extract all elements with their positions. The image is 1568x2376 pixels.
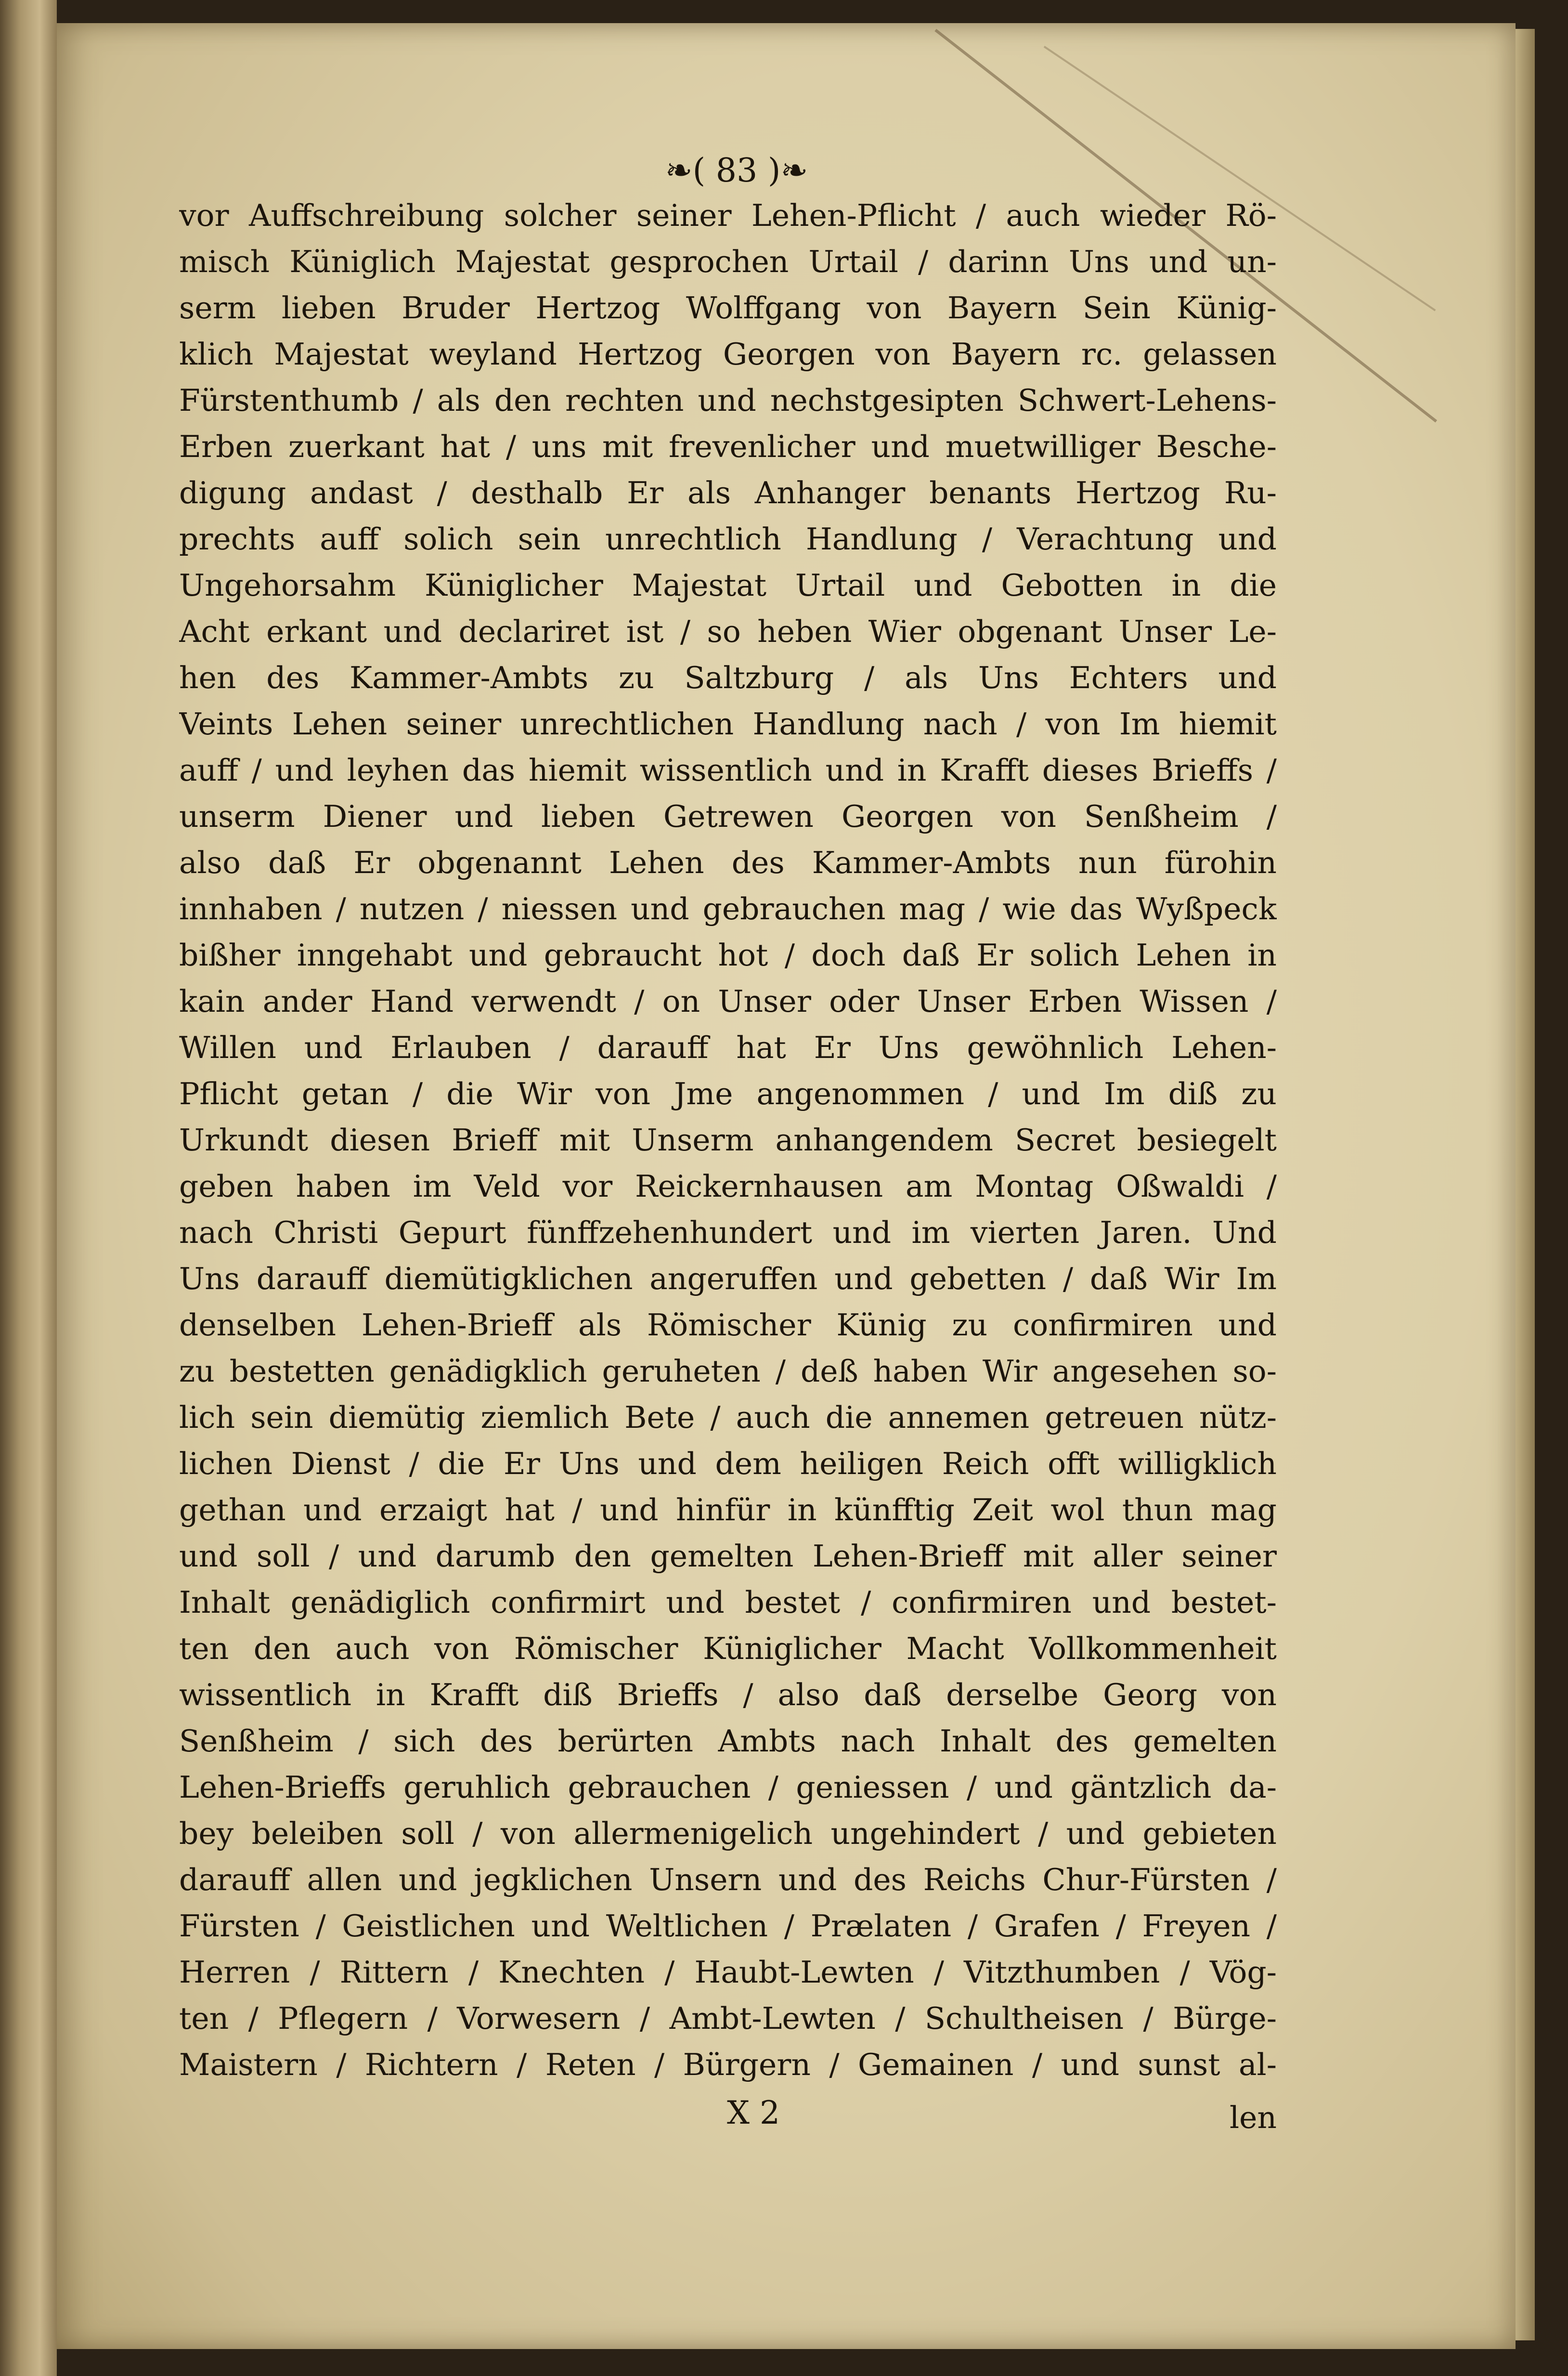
book-binding	[0, 0, 57, 2376]
text-line: lichen Dienst / die Er Uns und dem heiligen Reich offt willigklich	[179, 1446, 1277, 1481]
text-line: Ungehorsahm Küniglicher Majestat Urtail und Gebotten in die	[179, 568, 1277, 603]
text-line: Herren / Rittern / Knechten / Haubt-Lewten / Vitzthumben / Vög-	[179, 1955, 1277, 1990]
text-line: Inhalt genädiglich confirmirt und bestet / confirmiren und bestet-	[179, 1585, 1277, 1620]
text-line: unserm Diener und lieben Getrewen Georgen von Senßheim /	[179, 799, 1277, 834]
text-line: bißher inngehabt und gebraucht hot / doch daß Er solich Lehen in	[179, 938, 1277, 973]
text-line: geben haben im Veld vor Reickernhausen am Montag Oßwaldi /	[179, 1169, 1277, 1204]
text-line: innhaben / nutzen / niessen und gebrauchen mag / wie das Wyßpeck	[179, 891, 1277, 927]
text-line: lich sein diemütig ziemlich Bete / auch die annemen getreuen nütz-	[179, 1400, 1277, 1435]
page-edge	[1516, 29, 1535, 2340]
text-line: wissentlich in Krafft diß Brieffs / also daß derselbe Georg von	[179, 1677, 1277, 1712]
text-line: Senßheim / sich des berürten Ambts nach Inhalt des gemelten	[179, 1723, 1277, 1759]
text-line: Urkundt diesen Brieff mit Unserm anhangendem Secret besiegelt	[179, 1123, 1277, 1158]
text-line: misch Küniglich Majestat gesprochen Urtail / darinn Uns und un-	[179, 244, 1277, 279]
text-line: Willen und Erlauben / darauff hat Er Uns gewöhnlich Lehen-	[179, 1030, 1277, 1065]
text-line: bey beleiben soll / von allermenigelich ungehindert / und gebieten	[179, 1816, 1277, 1851]
text-line: serm lieben Bruder Hertzog Wolffgang von Bayern Sein Künig-	[179, 290, 1277, 326]
text-line: Lehen-Brieffs geruhlich gebrauchen / geniessen / und gäntzlich da-	[179, 1770, 1277, 1805]
text-line: zu bestetten genädigklich geruheten / deß haben Wir angesehen so-	[179, 1354, 1277, 1389]
page-number-header: ❧( 83 )❧	[665, 152, 808, 190]
text-line: Erben zuerkant hat / uns mit frevenlicher und muetwilliger Besche-	[179, 429, 1277, 464]
text-line: also daß Er obgenannt Lehen des Kammer-Ambts nun fürohin	[179, 845, 1277, 880]
text-line: digung andast / desthalb Er als Anhanger benants Hertzog Ru-	[179, 475, 1277, 510]
text-line: kain ander Hand verwendt / on Unser oder Unser Erben Wissen /	[179, 984, 1277, 1019]
body-text	[179, 193, 1277, 2088]
text-line: Fürsten / Geistlichen und Weltlichen / Prælaten / Grafen / Freyen /	[179, 1908, 1277, 1944]
catchword: len	[1229, 2100, 1277, 2135]
text-line: Uns darauff diemütigklichen angeruffen und gebetten / daß Wir Im	[179, 1261, 1277, 1296]
text-line: darauff allen und jegklichen Unsern und des Reichs Chur-Fürsten /	[179, 1862, 1277, 1897]
text-line: Fürstenthumb / als den rechten und nechstgesipten Schwert-Lehens-	[179, 383, 1277, 418]
text-line: Acht erkant und declariret ist / so heben Wier obgenant Unser Le-	[179, 614, 1277, 649]
text-line: hen des Kammer-Ambts zu Saltzburg / als Uns Echters und	[179, 660, 1277, 695]
text-line: Veints Lehen seiner unrechtlichen Handlung nach / von Im hiemit	[179, 706, 1277, 742]
text-line: und soll / und darumb den gemelten Lehen-Brieff mit aller seiner	[179, 1539, 1277, 1574]
signature-mark: X 2	[727, 2094, 780, 2131]
text-line: Maistern / Richtern / Reten / Bürgern / Gemainen / und sunst al-	[179, 2047, 1277, 2082]
text-line: prechts auff solich sein unrechtlich Handlung / Verachtung und	[179, 522, 1277, 557]
text-line: ten den auch von Römischer Küniglicher Macht Vollkommenheit	[179, 1631, 1277, 1666]
text-line: nach Christi Gepurt fünffzehenhundert und im vierten Jaren. Und	[179, 1215, 1277, 1250]
text-line: Pflicht getan / die Wir von Jme angenommen / und Im diß zu	[179, 1076, 1277, 1111]
text-line: denselben Lehen-Brieff als Römischer Künig zu confirmiren und	[179, 1307, 1277, 1343]
text-line: vor Auffschreibung solcher seiner Lehen-Pflicht / auch wieder Rö-	[179, 198, 1277, 233]
text-line: ten / Pflegern / Vorwesern / Ambt-Lewten / Schultheisen / Bürge-	[179, 2001, 1277, 2036]
text-line: klich Majestat weyland Hertzog Georgen von Bayern rc. gelassen	[179, 337, 1277, 372]
text-line: gethan und erzaigt hat / und hinfür in künfftig Zeit wol thun mag	[179, 1492, 1277, 1527]
text-line: auff / und leyhen das hiemit wissentlich und in Krafft dieses Brieffs /	[179, 753, 1277, 788]
